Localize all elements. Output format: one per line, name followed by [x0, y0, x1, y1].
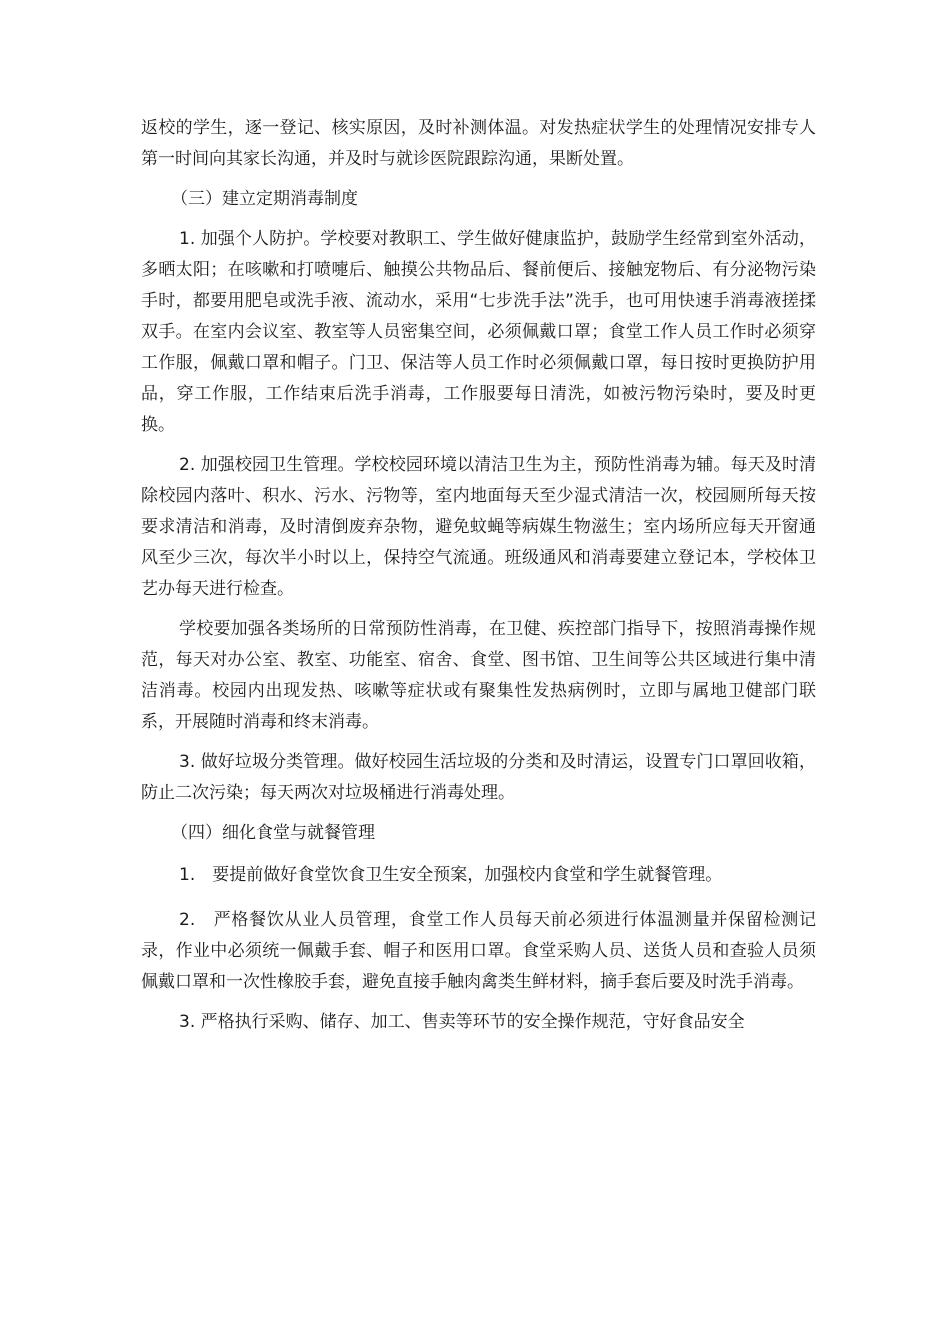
paragraph-safety-procedures: 3. 严格执行采购、储存、加工、售卖等环节的安全操作规范，守好食品安全 [179, 1012, 745, 1032]
section-heading-canteen: （四）细化食堂与就餐管理 [171, 823, 375, 843]
paragraph-canteen-plan: 1. 要提前做好食堂饮食卫生安全预案，加强校内食堂和学生就餐管理。 [179, 865, 723, 885]
paragraph-preventive-disinfection: 学校要加强各类场所的日常预防性消毒，在卫健、疾控部门指导下，按照消毒操作规范，每天对办公室、教室、功能室、宿舍、食堂、图书馆、卫生间等公共区域进行集中清洁消毒。校园内出现发热、咳嗽等症状或有聚集性发热病例时，立即与属地卫健部门联系，开展随时消毒和终末消毒。 [141, 619, 816, 732]
paragraph-garbage-sorting: 3. 做好垃圾分类管理。做好校园生活垃圾的分类和及时清运，设置专门口罩回收箱，防止二次污染；每天两次对垃圾桶进行消毒处理。 [141, 752, 816, 803]
paragraph-staff-management: 2. 严格餐饮从业人员管理，食堂工作人员每天前必须进行体温测量并保留检测记录，作业中必须统一佩戴手套、帽子和医用口罩。食堂采购人员、送货人员和查验人员须佩戴口罩和一次性橡胶手套，避免直接手触肉禽类生鲜材料，摘手套后要及时洗手消毒。 [141, 910, 816, 992]
paragraph-campus-hygiene: 2. 加强校园卫生管理。学校校园环境以清洁卫生为主，预防性消毒为辅。每天及时清除校园内落叶、积水、污水、污物等，室内地面每天至少湿式清洁一次，校园厕所每天按要求清洁和消毒，及时清倒废弃杂物，避免蚊蝇等病媒生物滋生；室内场所应每天开窗通风至少三次，每次半小时以上，保持空气流通。班级通风和消毒要建立登记本，学校体卫艺办每天进行检查。 [141, 455, 816, 599]
paragraph-return-students: 返校的学生，逐一登记、核实原因，及时补测体温。对发热症状学生的处理情况安排专人第一时间向其家长沟通，并及时与就诊医院跟踪沟通，果断处置。 [141, 118, 816, 169]
section-heading-disinfection: （三）建立定期消毒制度 [171, 189, 358, 209]
paragraph-personal-protection: 1. 加强个人防护。学校要对教职工、学生做好健康监护，鼓励学生经常到室外活动，多晒太阳；在咳嗽和打喷嚏后、触摸公共物品后、餐前便后、接触宠物后、有分泌物污染手时，都要用肥皂或洗手液、流动水，采用“七步洗手法”洗手，也可用快速手消毒液搓揉双手。在室内会议室、教室等人员密集空间，必须佩戴口罩；食堂工作人员工作时必须穿工作服，佩戴口罩和帽子。门卫、保洁等人员工作时必须佩戴口罩，每日按时更换防护用品，穿工作服，工作结束后洗手消毒，工作服要每日清洗，如被污物污染时，要及时更换。 [141, 229, 816, 435]
document-page [141, 113, 816, 1038]
